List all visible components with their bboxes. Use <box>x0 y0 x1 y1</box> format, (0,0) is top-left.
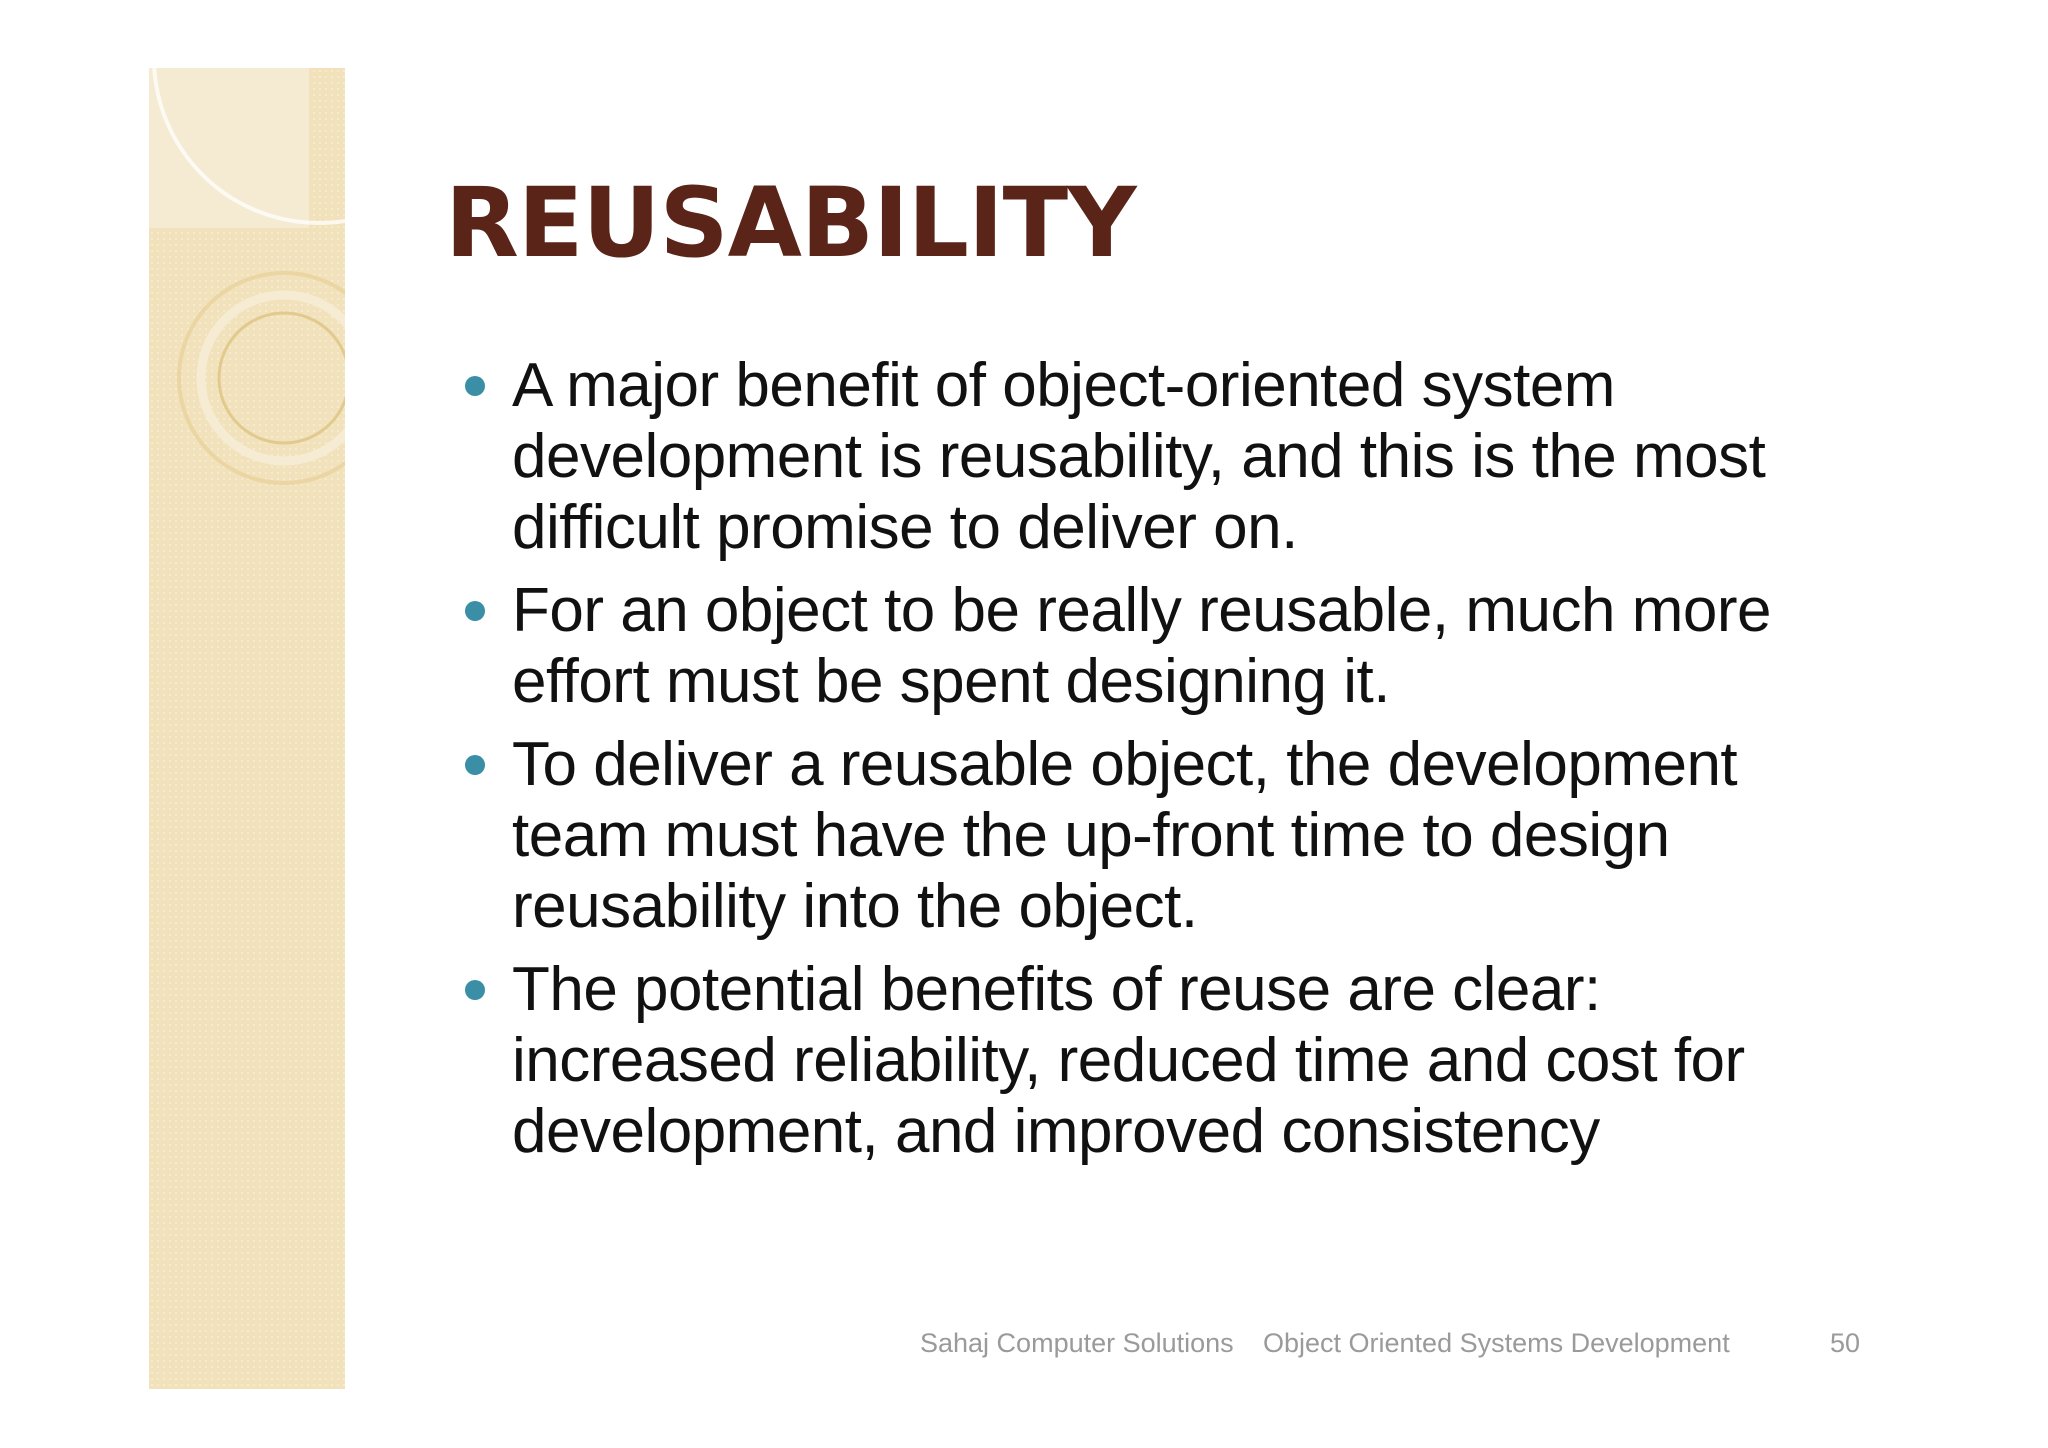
bullet-marker-icon <box>465 601 485 621</box>
ring-inner <box>201 295 345 461</box>
large-arc <box>154 68 345 223</box>
footer-page-number: 50 <box>1830 1328 1861 1358</box>
slide-title: REUSABILITY <box>445 167 1136 279</box>
footer-course-title: Object Oriented Systems Development <box>1263 1328 1730 1358</box>
bullet-item <box>465 575 1865 717</box>
bullet-text: The potential benefits of reuse are clear: increased reliability, reduced time and cost for development, and improved consistency <box>512 955 1745 1166</box>
bullet-item <box>465 729 1865 942</box>
ring-core <box>219 313 345 443</box>
decorative-circles-graphic <box>149 68 345 568</box>
decorative-side-band <box>149 68 345 1389</box>
bullet-item <box>465 350 1865 563</box>
footer-company: Sahaj Computer Solutions <box>920 1328 1234 1358</box>
bullet-list <box>465 350 1865 1179</box>
bullet-text: A major benefit of object-oriented system development is reusability, and this is the most difficult promise to deliver on. <box>512 351 1766 562</box>
bullet-marker-icon <box>465 376 485 396</box>
bullet-marker-icon <box>465 755 485 775</box>
bullet-text: For an object to be really reusable, much more effort must be spent designing it. <box>512 576 1771 716</box>
bullet-marker-icon <box>465 980 485 1000</box>
bullet-item <box>465 954 1865 1167</box>
bullet-text: To deliver a reusable object, the development team must have the up-front time to design reusability into the object. <box>512 730 1738 941</box>
